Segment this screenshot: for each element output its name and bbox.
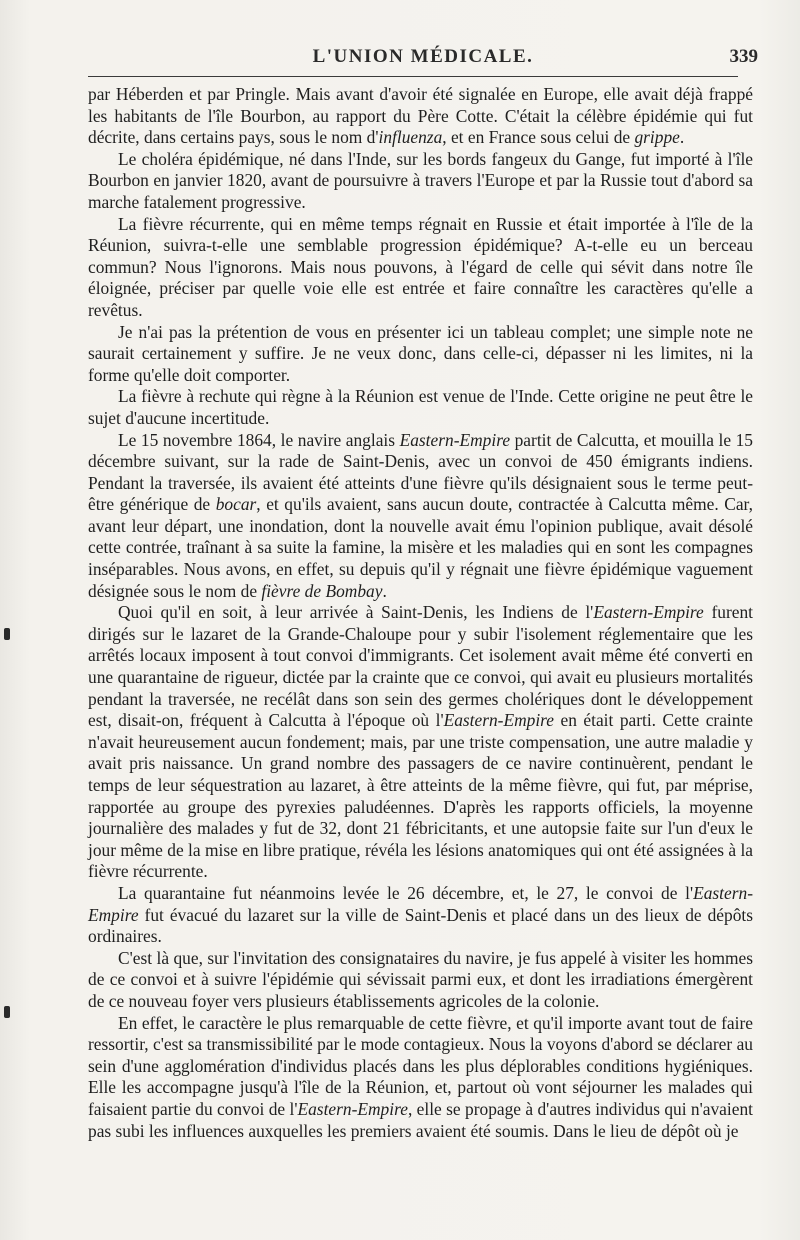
article-body — [88, 84, 753, 1142]
italic-text: Eastern-Empire — [593, 602, 704, 623]
paragraph — [88, 322, 753, 387]
paragraph — [88, 1013, 753, 1143]
text-run: partit de Calcutta, et mouilla le 15 décembre suivant, sur la rade de Saint-Denis, avec un convoi de 450 émigrants indiens. Pendant la traversée, ils avaient été atteints d'une fièvre qu'ils désignaient sous le terme peut-être générique de — [88, 429, 754, 515]
italic-text: Eastern-Empire — [88, 882, 753, 925]
text-run: Le 15 novembre 1864, le navire anglais — [118, 429, 400, 450]
text-run: , et en France sous celui de — [442, 127, 635, 148]
text-run: La fièvre à rechute qui règne à la Réunion est venue de l'Inde. Cette origine ne peut être le sujet d'aucune incertitude. — [88, 386, 753, 428]
text-run: en était parti. Cette crainte n'avait heureusement aucun fondement; mais, par une triste compensation, une autre maladie y avait pris naissance. Un grand nombre des passagers de ce navire continuèrent, pendant le temps de leur séquestration au lazaret, à être atteints de la même fièvre, qui fut, par méprise, rapportée au groupe des pyrexies paludéennes. D'après les rapports officiels, la moyenne journalière des malades y fut de 32, dont 21 fébricitants, et une autopsie faite sur l'un d'eux le jour même de la mise en libre pratique, révéla les lésions anatomiques qui ont été assignées à la fièvre récurrente. — [88, 710, 754, 882]
text-run: , elle se propage à d'autres individus qui n'avaient pas subi les influences auxquelles les premiers avaient été soumis. Dans le lieu de dépôt où je — [88, 1098, 753, 1141]
paragraph — [88, 84, 753, 149]
paragraph — [88, 149, 753, 214]
italic-text: influenza — [378, 127, 443, 148]
text-run: Le choléra épidémique, né dans l'Inde, sur les bords fangeux du Gange, fut importé à l'île Bourbon en janvier 1820, avant de poursuivre à travers l'Europe et par la Russie tout d'abord sa marche fatalement progressive. — [88, 148, 753, 212]
text-run: furent dirigés sur le lazaret de la Grande-Chaloupe pour y subir l'isolement réglementaire que les arrêtés locaux imposent à tout convoi d'immigrants. Cet isolement avait même été converti en une quarantaine de rigueur, dictée par la crainte que ce convoi, qui avait eu plusieurs mortalités pendant la traversée, ne recélât dans son sein des germes cholériques dont le développement est, disait-on, fréquent à Calcutta à l'époque où l' — [88, 602, 754, 731]
text-run: La quarantaine fut néanmoins levée le 26 décembre, et, le 27, le convoi de l' — [118, 882, 694, 903]
header-rule — [88, 76, 738, 77]
italic-text: grippe — [634, 127, 680, 148]
italic-text: Eastern-Empire — [399, 429, 511, 450]
text-run: C'est là que, sur l'invitation des consignataires du navire, je fus appelé à visiter les hommes de ce convoi et à suivre l'épidémie qui sévissait parmi eux, et dont les irradiations émergèrent de ce nouveau foyer vers plusieurs établissements agricoles de la colonie. — [88, 947, 753, 1011]
italic-text: fièvre de Bombay — [261, 580, 383, 601]
text-run: Je n'ai pas la prétention de vous en présenter ici un tableau complet; une simple note ne saurait certainement y suffire. Je ne veux donc, dans celle-ci, dépasser ni les limites, ni la forme qu'elle doit comporter. — [88, 321, 753, 385]
paragraph — [88, 214, 753, 322]
italic-text: Eastern-Empire — [443, 710, 555, 731]
paragraph — [88, 948, 753, 1013]
margin-mark — [4, 628, 10, 640]
margin-mark — [4, 1006, 10, 1018]
italic-text: bocar — [215, 494, 257, 515]
page-number: 339 — [729, 46, 758, 67]
paragraph — [88, 430, 753, 603]
paragraph — [88, 386, 753, 429]
text-run: par Héberden et par Pringle. Mais avant d'avoir été signalée en Europe, elle avait déjà frappé les habitants de l'île Bourbon, au rapport du Père Cotte. C'était la célèbre épidémie qui fut décrite, dans certains pays, sous le nom d' — [88, 84, 753, 148]
page-header — [88, 40, 758, 74]
text-run: La fièvre récurrente, qui en même temps régnait en Russie et était importée à l'île de la Réunion, suivra-t-elle une semblable progression épidémique? A-t-elle eu un berceau commun? Nous l'ignorons. Mais nous pouvons, à l'égard de celle qui sévit dans notre île éloignée, préciser par quelle voie elle est entrée et faire connaître les caractères qu'elle a revêtus. — [88, 213, 753, 320]
text-run: fut évacué du lazaret sur la ville de Saint-Denis et placé dans un des lieux de dépôts ordinaires. — [88, 904, 753, 947]
text-run: , et qu'ils avaient, sans aucun doute, contractée à Calcutta même. Car, avant leur départ, une inondation, dont la nouvelle avait ému l'opinion publique, avait désolé cette contrée, traînant à sa suite la famine, la misère et les maladies qui en sont les compagnes inséparables. Nous avons, en effet, su depuis qu'il y régnait une fièvre épidémique vaguement désignée sous le nom de — [88, 494, 754, 601]
paragraph — [88, 883, 753, 948]
italic-text: Eastern-Empire — [297, 1098, 408, 1119]
running-title: L'UNION MÉDICALE. — [312, 46, 534, 67]
text-run: En effet, le caractère le plus remarquable de cette fièvre, et qu'il importe avant tout de faire ressortir, c'est sa transmissibilité par le mode contagieux. Nous la voyons d'abord se déclarer au sein d'une agglomération d'individus placés dans les plus déplorables conditions hygiéniques. Elle les accompagne jusqu'à l'île de la Réunion, et, partout où vont séjourner les malades qui faisaient partie du convoi de l' — [88, 1012, 753, 1119]
text-run: Quoi qu'il en soit, à leur arrivée à Saint-Denis, les Indiens de l' — [118, 602, 594, 623]
text-run: . — [382, 580, 387, 601]
paragraph — [88, 602, 753, 883]
text-run: . — [679, 127, 685, 148]
